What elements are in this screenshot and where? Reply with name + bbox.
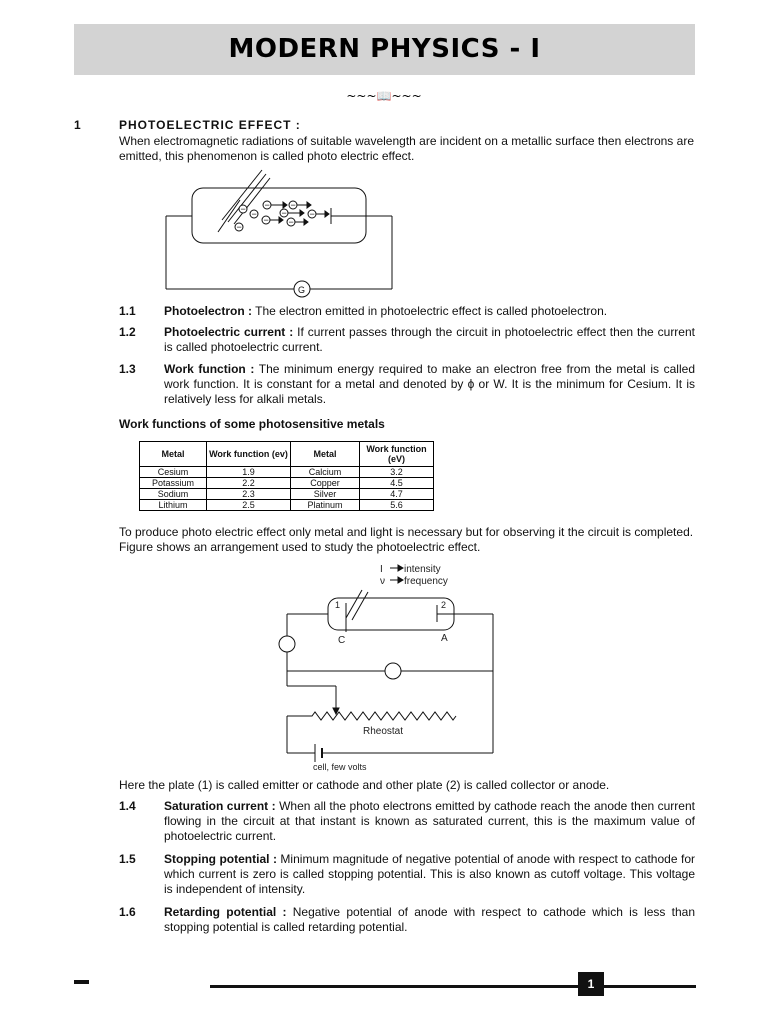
incident-ray-1	[346, 590, 362, 618]
svg-text:−: −	[264, 200, 270, 210]
table-cell: 2.3	[207, 489, 291, 500]
cathode-label: C	[338, 635, 346, 646]
table-heading: Work functions of some photosensitive metals	[119, 417, 385, 431]
item-body: If current passes through the circuit in photoelectric effect then the current is called photoelectric current.	[164, 325, 695, 354]
vacuum-tube	[328, 598, 454, 630]
plate-2-label: 2	[441, 600, 447, 610]
table-cell: Calcium	[291, 467, 360, 478]
table-cell: 3.2	[360, 467, 434, 478]
svg-text:−: −	[240, 204, 246, 214]
ammeter-circle	[279, 636, 295, 652]
item-body: When all the photo electrons emitted by cathode reach the anode then current flowing in the circuit at that instant is known as saturated current, this is the maximum value of photoelectric current.	[164, 799, 695, 843]
setup-line-2: Figure shows an arrangement used to study the photoelectric effect.	[119, 540, 481, 554]
incident-ray-2	[352, 592, 368, 620]
item-term: Saturation current :	[164, 799, 276, 813]
intro-line-2: emitted, this phenomenon is called photo electric effect.	[119, 149, 415, 163]
item-number: 1.1	[119, 304, 136, 318]
intro-line-1: When electromagnetic radiations of suitable wavelength are incident on a metallic surface then electrons are	[119, 134, 694, 148]
intensity-arrowhead	[398, 565, 403, 571]
item-number: 1.4	[119, 799, 136, 813]
setup-line-1: To produce photo electric effect only metal and light is necessary but for observing it the circuit is completed.	[119, 525, 694, 539]
table-cell: Platinum	[291, 500, 360, 511]
item-body: The electron emitted in photoelectric effect is called photoelectron.	[252, 304, 608, 318]
cell-label: cell, few volts	[313, 762, 367, 772]
item-body: The minimum energy required to make an electron free from the metal is called work function. It is constant for a metal and denoted by ϕ or W. It is the minimum for Cesium. It is relatively less for alkali metals.	[164, 362, 695, 406]
item-number: 1.6	[119, 905, 136, 919]
plate-1-label: 1	[335, 600, 341, 610]
table-cell: Potassium	[140, 478, 207, 489]
header-cell: Work function (eV)	[360, 442, 434, 467]
svg-text:−: −	[281, 208, 287, 218]
footer-rule	[210, 985, 696, 988]
rheostat-label: Rheostat	[363, 726, 404, 737]
section-number: 1	[74, 118, 81, 132]
anode-label: A	[441, 633, 448, 644]
item-body: Negative potential of anode with respect to cathode which is less than stopping potential is called retarding potential.	[164, 905, 696, 934]
table-cell: 4.5	[360, 478, 434, 489]
table-cell: Lithium	[140, 500, 207, 511]
table-cell: Silver	[291, 489, 360, 500]
intensity-label: intensity	[404, 564, 441, 575]
item-text	[164, 852, 695, 897]
item-body: Minimum magnitude of negative potential of anode with respect to cathode for which current is zero is called stopping potential. This is also known as cutoff voltage. This voltage is independent of intensity.	[164, 852, 695, 896]
table-cell: 4.7	[360, 489, 434, 500]
item-term: Photoelectric current :	[164, 325, 294, 339]
frequency-label: frequency	[404, 576, 448, 587]
svg-text:−: −	[309, 209, 315, 219]
svg-text:−: −	[288, 217, 294, 227]
footer-dash	[74, 980, 89, 984]
table-cell: 2.2	[207, 478, 291, 489]
page-number: 1	[578, 972, 604, 996]
frequency-symbol: ν	[380, 576, 385, 587]
intensity-symbol: I	[380, 564, 383, 575]
svg-text:−: −	[263, 215, 269, 225]
section-title: PHOTOELECTRIC EFFECT :	[119, 118, 301, 132]
item-number: 1.3	[119, 362, 136, 376]
svg-text:−: −	[251, 209, 257, 219]
item-number: 1.2	[119, 325, 136, 339]
item-term: Photoelectron :	[164, 304, 253, 318]
rheostat-coil	[287, 712, 456, 720]
table-cell: 1.9	[207, 467, 291, 478]
svg-text:−: −	[290, 200, 296, 210]
header-cell: Metal	[291, 442, 360, 467]
header-cell: Metal	[140, 442, 207, 467]
item-term: Retarding potential :	[164, 905, 287, 919]
voltmeter-circle	[385, 663, 401, 679]
plates-paragraph: Here the plate (1) is called emitter or cathode and other plate (2) is called collector or anode.	[119, 778, 610, 792]
header-cell: Work function (ev)	[207, 442, 291, 467]
table-cell: Cesium	[140, 467, 207, 478]
item-term: Stopping potential :	[164, 852, 277, 866]
book-ornament: ~~~📖~~~	[346, 89, 422, 103]
item-number: 1.5	[119, 852, 136, 866]
item-text	[164, 905, 695, 935]
item-term: Work function :	[164, 362, 255, 376]
table-cell: 2.5	[207, 500, 291, 511]
table-cell: 5.6	[360, 500, 434, 511]
item-text	[164, 799, 695, 844]
galvanometer-label: G	[298, 285, 306, 295]
page-title: MODERN PHYSICS - I	[228, 34, 541, 64]
svg-text:−: −	[236, 222, 242, 232]
frequency-arrowhead	[398, 577, 403, 583]
table-cell: Copper	[291, 478, 360, 489]
table-cell: Sodium	[140, 489, 207, 500]
